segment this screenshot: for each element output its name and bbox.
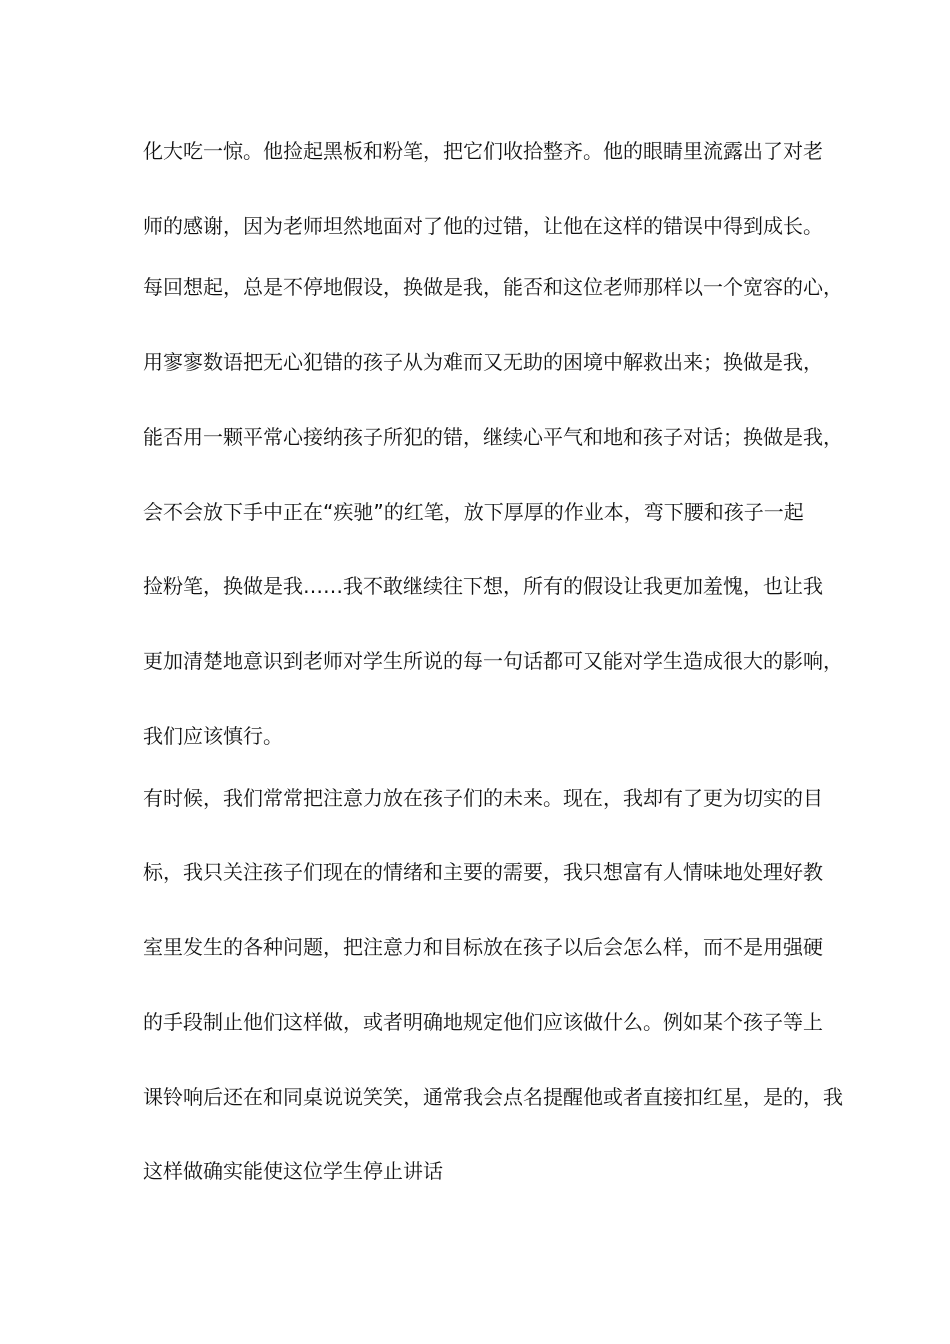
- paragraph-3-line-5: 课铃响后还在和同桌说说笑笑，通常我会点名提醒他或者直接扣红星，是的，我: [143, 1085, 843, 1109]
- paragraph-1-line-1: 化大吃一惊。他捡起黑板和粉笔，把它们收拾整齐。他的眼睛里流露出了对老: [143, 139, 823, 163]
- paragraph-3-line-6: 这样做确实能使这位学生停止讲话: [143, 1159, 443, 1183]
- paragraph-3-line-2: 标，我只关注孩子们现在的情绪和主要的需要，我只想富有人情味地处理好教: [143, 860, 823, 884]
- paragraph-2-line-1: 每回想起，总是不停地假设，换做是我，能否和这位老师那样以一个宽容的心，: [143, 275, 843, 299]
- paragraph-3-line-1: 有时候，我们常常把注意力放在孩子们的未来。现在，我却有了更为切实的目: [143, 786, 823, 810]
- paragraph-2-line-2: 用寥寥数语把无心犯错的孩子从为难而又无助的困境中解救出来；换做是我，: [143, 350, 823, 374]
- paragraph-3-line-4: 的手段制止他们这样做，或者明确地规定他们应该做什么。例如某个孩子等上: [143, 1010, 823, 1034]
- paragraph-2-line-3: 能否用一颗平常心接纳孩子所犯的错，继续心平气和地和孩子对话；换做是我，: [143, 425, 843, 449]
- paragraph-2-line-5: 捡粉笔，换做是我……我不敢继续往下想，所有的假设让我更加羞愧，也让我: [143, 574, 823, 598]
- paragraph-3-line-3: 室里发生的各种问题，把注意力和目标放在孩子以后会怎么样，而不是用强硬: [143, 935, 823, 959]
- paragraph-2-line-4: 会不会放下手中正在“疾驰”的红笔，放下厚厚的作业本，弯下腰和孩子一起: [143, 500, 804, 524]
- paragraph-1-line-2: 师的感谢，因为老师坦然地面对了他的过错，让他在这样的错误中得到成长。: [143, 214, 823, 238]
- paragraph-2-line-6: 更加清楚地意识到老师对学生所说的每一句话都可又能对学生造成很大的影响，: [143, 649, 843, 673]
- paragraph-2-line-7: 我们应该慎行。: [143, 724, 283, 748]
